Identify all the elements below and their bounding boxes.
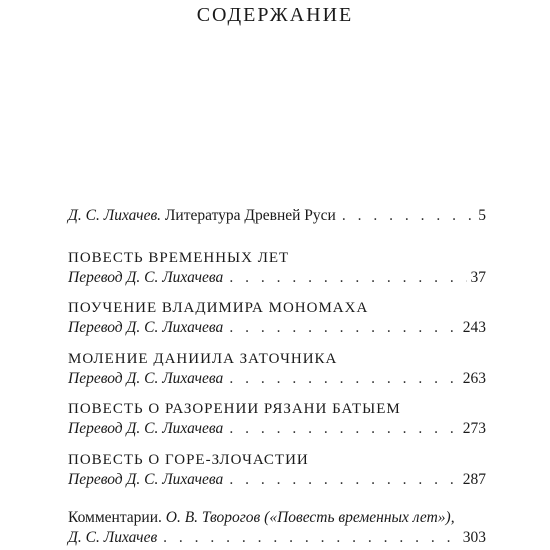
dot-leader <box>229 318 458 338</box>
section-title: ПОВЕСТЬ О ГОРЕ-ЗЛОЧАСТИИ <box>68 452 309 468</box>
dot-leader <box>342 206 474 226</box>
toc-entry-translation[interactable] <box>68 369 486 389</box>
dot-leader <box>229 470 458 490</box>
page-number: 37 <box>470 269 486 286</box>
toc-entry-translation[interactable] <box>68 470 486 490</box>
commentary-note: («Повесть временных лет»), <box>264 509 455 526</box>
section-title: ПОВЕСТЬ О РАЗОРЕНИИ РЯЗАНИ БАТЫЕМ <box>68 401 401 417</box>
toc-heading: СОДЕРЖАНИЕ <box>196 4 354 26</box>
translator-credit: Перевод Д. С. Лихачева <box>68 319 224 336</box>
page-number: 263 <box>462 370 486 387</box>
entry-text <box>68 206 336 226</box>
page-number: 5 <box>478 207 486 224</box>
dot-leader <box>229 419 458 439</box>
commentary-author: О. В. Творогов <box>165 509 261 526</box>
section-title: ПОУЧЕНИЕ ВЛАДИМИРА МОНОМАХА <box>68 300 369 316</box>
translator-credit: Перевод Д. С. Лихачева <box>68 269 224 286</box>
section-title: ПОВЕСТЬ ВРЕМЕННЫХ ЛЕТ <box>68 250 290 266</box>
page-number: 303 <box>462 529 486 546</box>
commentary-label: Комментарии. <box>68 509 162 526</box>
toc-entry-intro[interactable] <box>68 206 486 226</box>
translator-credit: Перевод Д. С. Лихачева <box>68 370 224 387</box>
toc-entry-commentary[interactable] <box>68 528 486 548</box>
intro-title: Литература Древней Руси <box>164 207 336 224</box>
page-number: 273 <box>462 420 486 437</box>
dot-leader <box>229 268 466 288</box>
translator-credit: Перевод Д. С. Лихачева <box>68 471 224 488</box>
page-number: 287 <box>462 471 486 488</box>
commentary-author: Д. С. Лихачев <box>68 529 158 546</box>
translator-credit: Перевод Д. С. Лихачева <box>68 420 224 437</box>
toc-entry-translation[interactable] <box>68 419 486 439</box>
commentary-text <box>68 508 455 528</box>
section-title: МОЛЕНИЕ ДАНИИЛА ЗАТОЧНИКА <box>68 351 338 367</box>
commentary-line <box>68 508 486 528</box>
dot-leader <box>163 528 459 548</box>
intro-author: Д. С. Лихачев. <box>68 207 162 224</box>
dot-leader <box>229 369 458 389</box>
toc-entry-translation[interactable] <box>68 268 486 288</box>
page-number: 243 <box>462 319 486 336</box>
toc-entry-translation[interactable] <box>68 318 486 338</box>
